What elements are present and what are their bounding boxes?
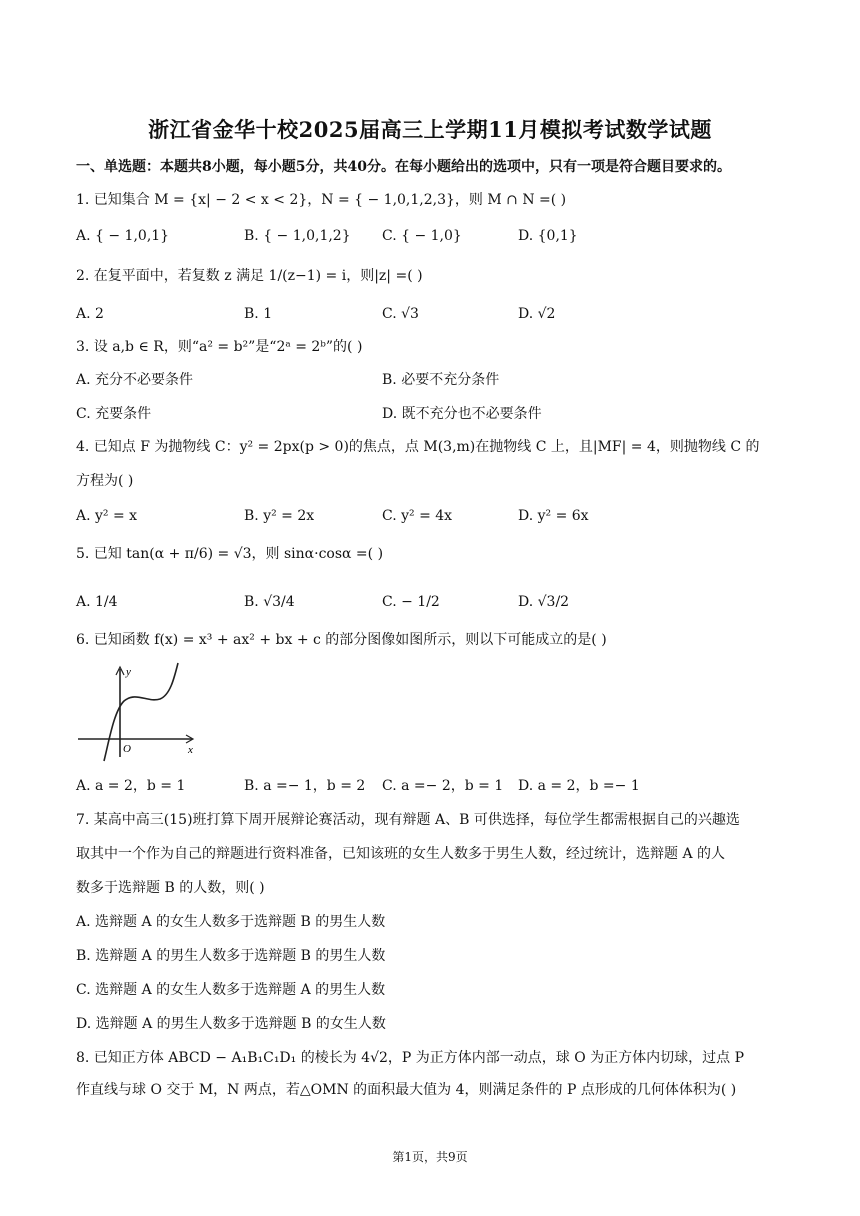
question-3-option-b: B. 必要不充分条件 bbox=[382, 372, 500, 388]
question-4-option-d: D. y² = 6x bbox=[518, 508, 589, 524]
page-footer: 第1页，共9页 bbox=[392, 1150, 468, 1164]
question-2-option-a: A. 2 bbox=[76, 306, 104, 322]
question-4-option-c: C. y² = 4x bbox=[382, 508, 453, 524]
question-3-stem: 3. 设 a,b ∈ R，则“a² = b²”是“2ᵃ = 2ᵇ”的( ) bbox=[76, 339, 363, 355]
question-5-option-c: C. − 1/2 bbox=[382, 594, 440, 610]
graph-y-label: y bbox=[126, 666, 131, 678]
question-4-stem-line-2: 方程为( ) bbox=[76, 473, 134, 489]
question-2-option-d: D. √2 bbox=[518, 306, 556, 322]
function-graph bbox=[76, 661, 206, 771]
question-2-option-c: C. √3 bbox=[382, 306, 419, 322]
question-1-stem: 1. 已知集合 M = {x| − 2 < x < 2}，N = { − 1,0,1,2,3}，则 M ∩ N =( ) bbox=[76, 192, 567, 208]
question-5-stem: 5. 已知 tan(α + π/6) = √3，则 sinα·cosα =( ) bbox=[76, 546, 384, 562]
question-7-line-2: 取其中一个作为自己的辩题进行资料准备，已知该班的女生人数多于男生人数，经过统计，选辩题 A 的人 bbox=[76, 846, 726, 862]
question-7-option-d: D. 选辩题 A 的男生人数多于选辩题 B 的女生人数 bbox=[76, 1016, 386, 1032]
graph-x-label: x bbox=[188, 744, 193, 756]
question-3-option-c: C. 充要条件 bbox=[76, 406, 152, 422]
section-heading: 一、单选题：本题共8小题，每小题5分，共40分。在每小题给出的选项中，只有一项是符合题目要求的。 bbox=[76, 159, 731, 175]
question-7-option-b: B. 选辩题 A 的男生人数多于选辩题 B 的男生人数 bbox=[76, 948, 386, 964]
graph-origin-label: O bbox=[123, 743, 131, 755]
page-title: 浙江省金华十校2025届高三上学期11月模拟考试数学试题 bbox=[148, 117, 712, 142]
question-6-option-b: B. a =− 1，b = 2 bbox=[244, 778, 366, 794]
question-7-line-1: 7. 某高中高三(15)班打算下周开展辩论赛活动，现有辩题 A、B 可供选择，每位学生都需根据自己的兴趣选 bbox=[76, 812, 740, 828]
question-6-option-c: C. a =− 2，b = 1 bbox=[382, 778, 504, 794]
question-2-option-b: B. 1 bbox=[244, 306, 273, 322]
question-2-stem: 2. 在复平面中，若复数 z 满足 1/(z−1) = i，则|z| =( ) bbox=[76, 268, 423, 284]
question-5-option-a: A. 1/4 bbox=[76, 594, 118, 610]
question-4-stem-line-1: 4. 已知点 F 为抛物线 C：y² = 2px(p > 0)的焦点，点 M(3,m)在抛物线 C 上，且|MF| = 4，则抛物线 C 的 bbox=[76, 439, 760, 455]
question-1-option-d: D. {0,1} bbox=[518, 228, 578, 244]
cubic-curve bbox=[104, 663, 178, 761]
question-8-line-1: 8. 已知正方体 ABCD − A₁B₁C₁D₁ 的棱长为 4√2，P 为正方体内部一动点，球 O 为正方体内切球，过点 P bbox=[76, 1050, 745, 1066]
question-3-option-d: D. 既不充分也不必要条件 bbox=[382, 406, 542, 422]
question-6-option-d: D. a = 2，b =− 1 bbox=[518, 778, 640, 794]
question-8-line-2: 作直线与球 O 交于 M，N 两点，若△OMN 的面积最大值为 4，则满足条件的 P 点形成的几何体体积为( ) bbox=[76, 1082, 737, 1098]
question-7-option-a: A. 选辩题 A 的女生人数多于选辩题 B 的男生人数 bbox=[76, 914, 386, 930]
question-4-option-b: B. y² = 2x bbox=[244, 508, 315, 524]
question-1-option-a: A. { − 1,0,1} bbox=[76, 228, 170, 244]
question-6-option-a: A. a = 2，b = 1 bbox=[76, 778, 186, 794]
question-5-option-d: D. √3/2 bbox=[518, 594, 570, 610]
question-6-stem: 6. 已知函数 f(x) = x³ + ax² + bx + c 的部分图像如图所示，则以下可能成立的是( ) bbox=[76, 632, 607, 648]
question-5-option-b: B. √3/4 bbox=[244, 594, 295, 610]
question-3-option-a: A. 充分不必要条件 bbox=[76, 372, 194, 388]
question-1-option-c: C. { − 1,0} bbox=[382, 228, 462, 244]
question-7-option-c: C. 选辩题 A 的女生人数多于选辩题 A 的男生人数 bbox=[76, 982, 386, 998]
question-7-line-3: 数多于选辩题 B 的人数，则( ) bbox=[76, 880, 265, 896]
question-1-option-b: B. { − 1,0,1,2} bbox=[244, 228, 351, 244]
question-4-option-a: A. y² = x bbox=[76, 508, 138, 524]
